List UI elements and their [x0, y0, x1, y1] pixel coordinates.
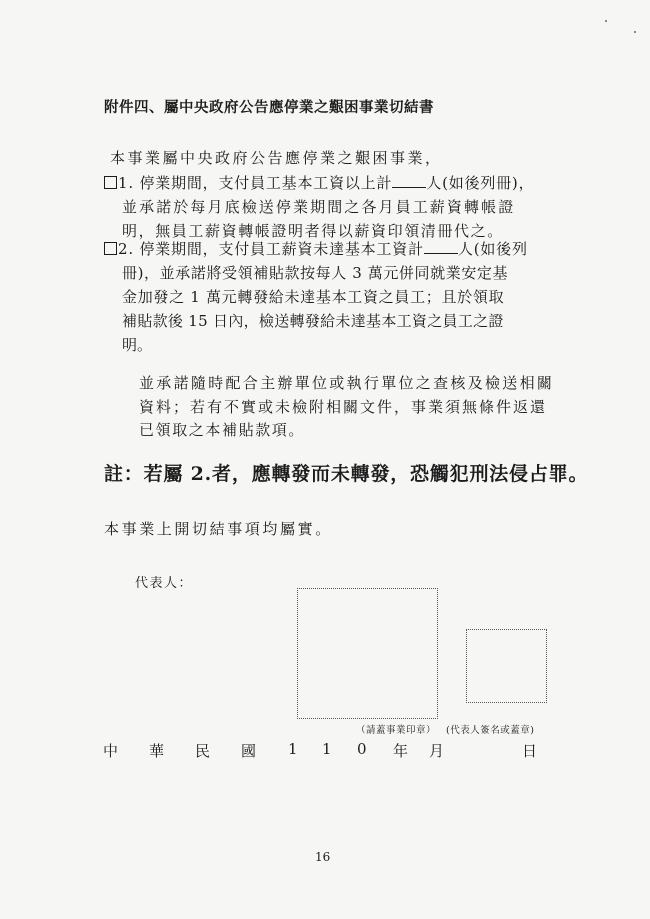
option-2-count-blank[interactable]: [424, 241, 458, 254]
option-1-count-blank[interactable]: [392, 175, 426, 188]
date-day-label: 日: [522, 742, 538, 760]
option-1-checkbox[interactable]: [104, 176, 117, 189]
scan-speck: [634, 31, 636, 33]
seal-caption: （請蓋事業印章）: [356, 725, 437, 736]
option-item-2: [104, 237, 528, 357]
date-char-guo: 國: [241, 742, 257, 760]
confirmation-statement: 本事業上開切結事項均屬實。: [104, 520, 333, 538]
option-2-line3: 金加發之 1 萬元轉發給未達基本工資之員工；且於領取: [122, 288, 505, 306]
intro-statement: 本事業屬中央政府公告應停業之艱困事業，: [110, 149, 443, 167]
option-2-line1-post: 人(如後列: [457, 240, 528, 258]
date-year-label: 年: [393, 742, 409, 760]
scan-speck: [605, 20, 607, 22]
option-2-line4: 補貼款後 15 日內，檢送轉發給未達基本工資之員工之證: [122, 312, 504, 330]
commitment-line3: 已領取之本補貼款項。: [139, 421, 306, 439]
commitment-paragraph: [139, 372, 554, 443]
commitment-line1: 並承諾隨時配合主辦單位或執行單位之查核及檢送相關: [139, 374, 555, 392]
option-1-line1-pre: 1. 停業期間，支付員工基本工資以上計: [118, 174, 393, 192]
representative-signature-box[interactable]: [466, 629, 547, 703]
commitment-line2: 資料；若有不實或未檢附相關文件，事業須無條件返還: [139, 397, 548, 416]
company-seal-box[interactable]: [297, 588, 438, 719]
document-title: 附件四、屬中央政府公告應停業之艱困事業切結書: [104, 99, 434, 116]
date-year-digit-3: 0: [357, 740, 367, 758]
date-char-min: 民: [195, 742, 211, 760]
date-char-hua: 華: [149, 742, 165, 760]
option-1-line1-post: 人(如後列冊)，: [426, 174, 535, 192]
option-2-line2: 冊)，並承諾將受領補貼款按每人 3 萬元併同就業安定基: [122, 264, 509, 282]
legal-warning-note: 註：若屬 2.者，應轉發而未轉發，恐觸犯刑法侵占罪。: [104, 463, 589, 485]
option-2-line1-pre: 2. 停業期間，支付員工薪資未達基本工資計: [118, 240, 424, 258]
date-year-digit-1: 1: [288, 740, 298, 758]
option-1-line3: 明，無員工薪資轉帳證明者得以薪資印領清冊代之。: [122, 222, 504, 240]
option-1-line2: 並承諾於每月底檢送停業期間之各月員工薪資轉帳證: [122, 198, 516, 216]
date-day-blank[interactable]: [473, 740, 492, 758]
page-number: 16: [315, 850, 331, 864]
date-char-zhong: 中: [103, 742, 119, 760]
date-month-label: 月: [429, 742, 445, 760]
option-2-checkbox[interactable]: [104, 242, 117, 255]
representative-label: 代表人：: [135, 576, 194, 591]
option-2-line5: 明。: [122, 336, 153, 354]
date-year-digit-2: 1: [322, 740, 332, 758]
option-item-1: [104, 171, 534, 243]
signature-caption: (代表人簽名或蓋章): [446, 725, 535, 736]
